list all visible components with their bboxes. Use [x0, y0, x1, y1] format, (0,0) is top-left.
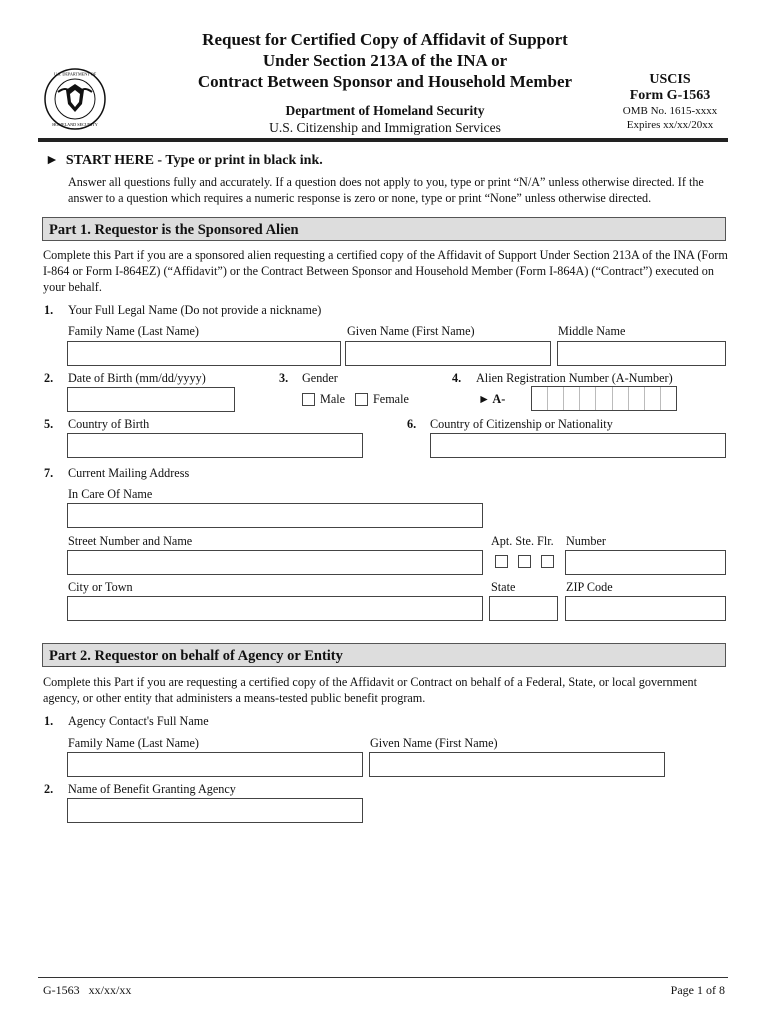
agency-contact-label: Agency Contact's Full Name: [68, 714, 209, 728]
p2-family-name-field[interactable]: [67, 752, 363, 777]
instructions: Answer all questions fully and accurately. If a question does not apply to you, type or print “N/A” unless otherwise directed. If the answer to a question which requires a numeric response is zero or none, type or print “None” unless otherwise directed.: [68, 175, 704, 205]
given-name-label: Given Name (First Name): [347, 324, 475, 338]
page-number: Page 1 of 8: [670, 983, 725, 997]
care-of-label: In Care Of Name: [68, 487, 153, 501]
country-birth-label: Country of Birth: [68, 417, 150, 431]
svg-text:HOMELAND SECURITY: HOMELAND SECURITY: [52, 122, 98, 127]
benefit-agency-label: Name of Benefit Granting Agency: [68, 782, 236, 796]
unit-number-field[interactable]: [565, 550, 726, 575]
arrow-icon: ►: [45, 153, 59, 168]
family-name-label: Family Name (Last Name): [68, 324, 199, 338]
flr-checkbox[interactable]: [541, 555, 554, 568]
street-field[interactable]: [67, 550, 483, 575]
footer-rule: [38, 977, 728, 978]
p2-family-name-label: Family Name (Last Name): [68, 736, 199, 750]
q2-number: 2.: [44, 371, 54, 385]
anumber-prefix: ► A-: [478, 392, 506, 406]
mailing-address-label: Current Mailing Address: [68, 466, 190, 480]
zip-field[interactable]: [565, 596, 726, 621]
p2-given-name-field[interactable]: [369, 752, 665, 777]
dhs-seal-logo: [44, 68, 106, 130]
middle-name-label: Middle Name: [558, 324, 626, 338]
middle-name-field[interactable]: [557, 341, 726, 366]
family-name-field[interactable]: [67, 341, 341, 366]
gender-label: Gender: [302, 371, 338, 385]
citizenship-label: Country of Citizenship or Nationality: [430, 417, 613, 431]
street-label: Street Number and Name: [68, 534, 193, 548]
city-label: City or Town: [68, 580, 133, 594]
form-title: Request for Certified Copy of Affidavit of Support Under Section 213A of the INA or Contract Between Sponsor and Household Member: [197, 30, 573, 91]
header-rule: [38, 138, 728, 142]
svg-text:U.S. DEPARTMENT OF: U.S. DEPARTMENT OF: [53, 71, 97, 77]
given-name-field[interactable]: [345, 341, 551, 366]
q1-label: Your Full Legal Name (Do not provide a nickname): [68, 303, 322, 317]
p2-q2-number: 2.: [44, 782, 54, 796]
form-edition: G-1563 xx/xx/xx: [43, 983, 132, 997]
part1-description: Complete this Part if you are a sponsored alien requesting a certified copy of the Affidavit of Support Under Section 213A of the INA (Form I-864 or Form I-864EZ) (“Affidavit”) or the Contract Between Sponsor and Household Member (Form I-864A) (“Contract”) executed on your behalf.: [43, 248, 728, 294]
part2-description: Complete this Part if you are requesting a certified copy of the Affidavit or Contract on behalf of a Federal, State, or local government agency, or other entity that administers a means-tested public benefit program.: [43, 675, 697, 705]
department: Department of Homeland Security U.S. Citizenship and Immigration Services: [269, 103, 501, 135]
female-label: Female: [373, 392, 409, 406]
country-birth-field[interactable]: [67, 433, 363, 458]
male-label: Male: [320, 392, 346, 406]
p2-q1-number: 1.: [44, 714, 54, 728]
citizenship-field[interactable]: [430, 433, 726, 458]
city-field[interactable]: [67, 596, 483, 621]
dob-label: Date of Birth (mm/dd/yyyy): [68, 371, 206, 385]
state-field[interactable]: [489, 596, 558, 621]
female-checkbox[interactable]: [355, 393, 368, 406]
male-checkbox[interactable]: [302, 393, 315, 406]
unit-number-label: Number: [566, 534, 606, 548]
q7-number: 7.: [44, 466, 54, 480]
q5-number: 5.: [44, 417, 54, 431]
part2-header: Part 2. Requestor on behalf of Agency or Entity: [42, 643, 726, 667]
q3-number: 3.: [279, 371, 289, 385]
apt-label: Apt. Ste. Flr.: [491, 534, 554, 548]
anumber-field[interactable]: [531, 386, 677, 411]
ste-checkbox[interactable]: [518, 555, 531, 568]
part1-header: Part 1. Requestor is the Sponsored Alien: [42, 217, 726, 241]
zip-label: ZIP Code: [566, 580, 613, 594]
form-id-block: USCIS Form G-1563 OMB No. 1615-xxxx Expires xx/xx/20xx: [622, 72, 718, 131]
apt-checkbox[interactable]: [495, 555, 508, 568]
q6-number: 6.: [407, 417, 417, 431]
p2-given-name-label: Given Name (First Name): [370, 736, 498, 750]
start-here: ► START HERE - Type or print in black ink.: [45, 153, 323, 168]
q1-number: 1.: [44, 303, 54, 317]
care-of-field[interactable]: [67, 503, 483, 528]
anumber-label: Alien Registration Number (A-Number): [476, 371, 673, 385]
dob-field[interactable]: [67, 387, 235, 412]
benefit-agency-field[interactable]: [67, 798, 363, 823]
q4-number: 4.: [452, 371, 462, 385]
state-label: State: [491, 580, 516, 594]
